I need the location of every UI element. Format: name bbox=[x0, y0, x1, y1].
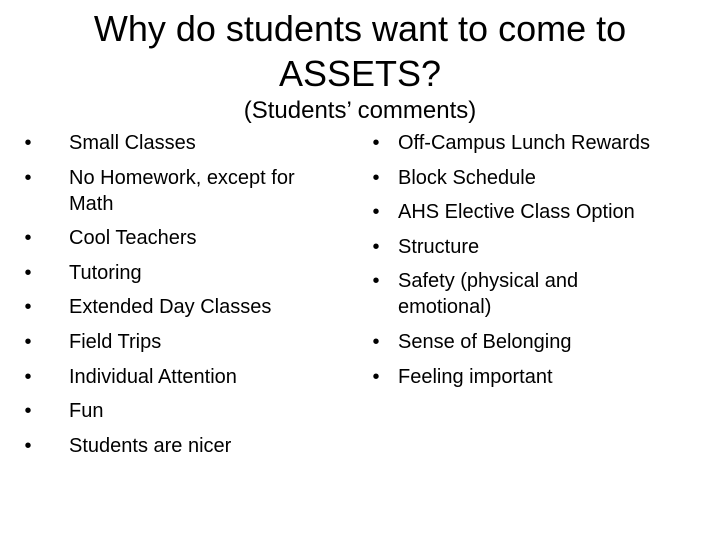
list-item bbox=[22, 398, 332, 424]
list-item-text: Students are nicer bbox=[69, 434, 232, 457]
list-item bbox=[370, 364, 650, 390]
list-item bbox=[370, 165, 650, 191]
bullet-icon: • bbox=[24, 296, 32, 319]
list-item-text: No Homework, except for Math bbox=[69, 166, 295, 215]
list-item-text: Block Schedule bbox=[398, 166, 536, 189]
bullet-icon: • bbox=[24, 400, 32, 423]
left-bullet-list bbox=[22, 130, 332, 467]
bullet-icon: • bbox=[372, 201, 380, 224]
list-item-text: Off-Campus Lunch Rewards bbox=[398, 132, 650, 154]
list-item-text: Small Classes bbox=[69, 132, 196, 154]
list-item-text: Feeling important bbox=[398, 365, 553, 388]
bullet-icon: • bbox=[24, 166, 32, 189]
bullet-icon: • bbox=[24, 365, 32, 388]
list-item bbox=[22, 329, 332, 355]
bullet-icon: • bbox=[372, 235, 380, 258]
list-item bbox=[22, 294, 332, 320]
slide-subtitle: (Students’ comments) bbox=[243, 97, 477, 124]
list-item bbox=[370, 329, 650, 355]
list-item-text: Fun bbox=[69, 400, 104, 423]
list-item bbox=[370, 130, 650, 156]
slide-title: Why do students want to come to ASSETS? bbox=[93, 8, 627, 94]
bullet-icon: • bbox=[372, 166, 380, 189]
list-item bbox=[22, 364, 332, 390]
list-item-text: Tutoring bbox=[69, 261, 142, 284]
list-item bbox=[22, 225, 332, 251]
list-item-text: Cool Teachers bbox=[69, 227, 197, 250]
list-item-text: Individual Attention bbox=[69, 365, 237, 388]
list-item bbox=[22, 130, 332, 156]
list-item bbox=[22, 433, 332, 459]
list-item-text: Safety (physical and emotional) bbox=[398, 270, 579, 319]
bullet-icon: • bbox=[372, 132, 380, 154]
list-item bbox=[370, 268, 650, 320]
list-item-text: Sense of Belonging bbox=[398, 330, 572, 353]
list-item bbox=[22, 165, 332, 217]
list-item bbox=[22, 260, 332, 286]
bullet-icon: • bbox=[24, 261, 32, 284]
list-item-text: Structure bbox=[398, 235, 480, 258]
bullet-icon: • bbox=[24, 434, 32, 457]
right-bullet-list bbox=[370, 130, 650, 398]
bullet-icon: • bbox=[24, 330, 32, 353]
bullet-icon: • bbox=[24, 227, 32, 250]
list-item bbox=[370, 234, 650, 260]
list-item-text: Field Trips bbox=[69, 330, 162, 353]
list-item bbox=[370, 199, 650, 225]
list-item-text: Extended Day Classes bbox=[69, 296, 272, 319]
bullet-icon: • bbox=[24, 132, 32, 154]
list-item-text: AHS Elective Class Option bbox=[398, 201, 635, 224]
bullet-icon: • bbox=[372, 330, 380, 353]
bullet-icon: • bbox=[372, 270, 380, 293]
bullet-icon: • bbox=[372, 365, 380, 388]
